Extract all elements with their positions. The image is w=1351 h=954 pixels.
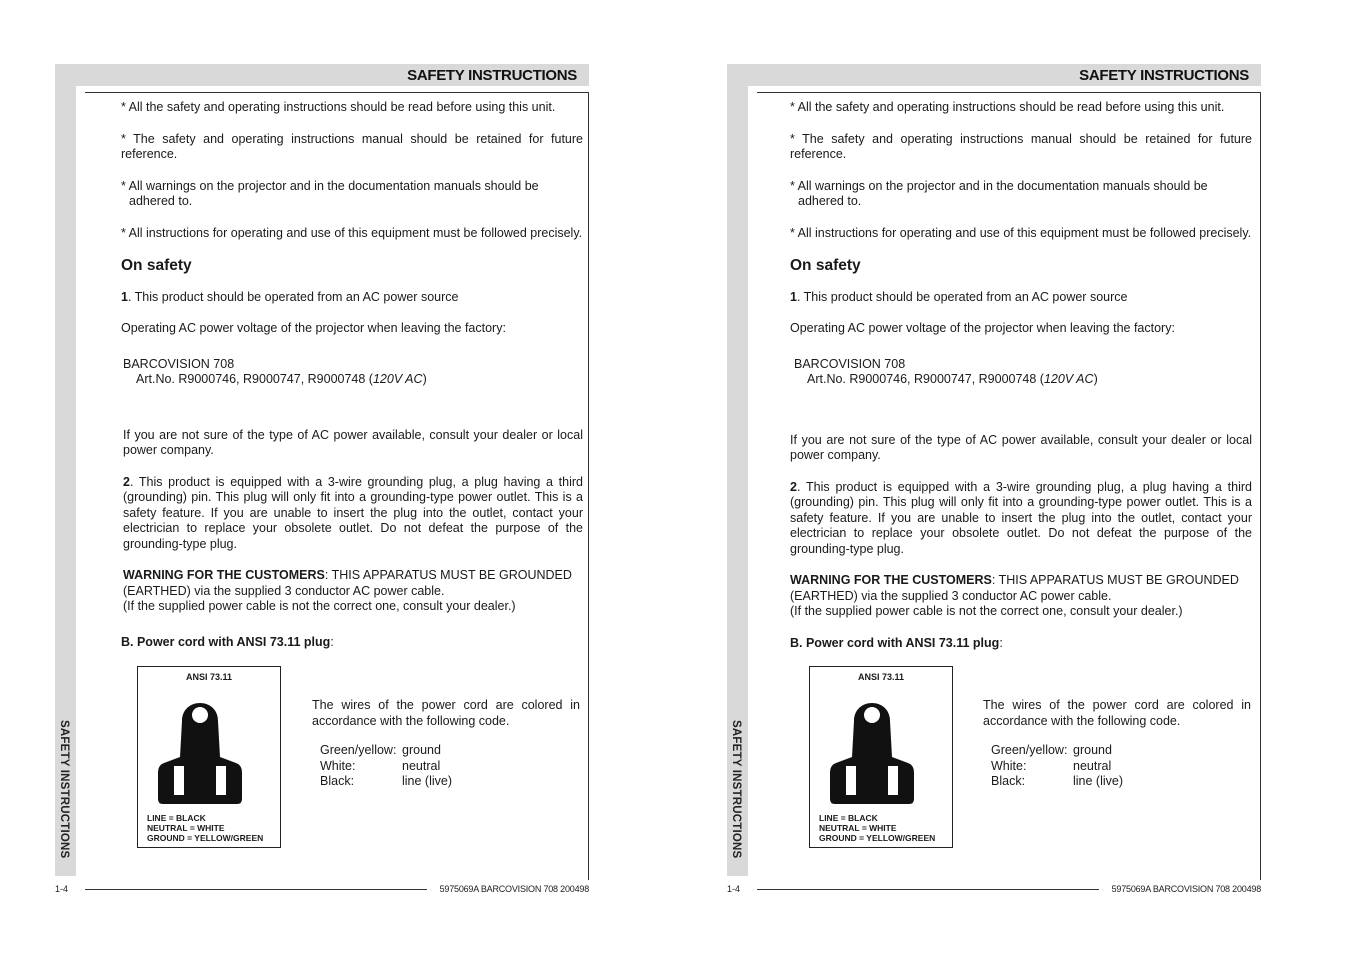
article-numbers <box>790 372 1252 388</box>
art-prefix: Art.No. R9000746, R9000747, R9000748 ( <box>807 372 1044 386</box>
paragraph-follow-instructions: * All instructions for operating and use of this equipment must be followed precisely. <box>790 225 1252 240</box>
wires-intro: The wires of the power cord are colored in accordance with the following code. <box>983 698 1251 728</box>
cable-note: (If the supplied power cable is not the correct one, consult your dealer.) <box>790 604 1183 618</box>
paragraph-adhere-warnings: * All warnings on the projector and in the documentation manuals should be adhered to. <box>790 178 1208 208</box>
warning-label: WARNING FOR THE CUSTOMERS <box>123 568 325 582</box>
page-right <box>672 0 1344 954</box>
on-safety-heading: On safety <box>121 257 192 274</box>
plug-diagram <box>137 666 281 848</box>
wire-color: Green/yellow: <box>320 743 397 757</box>
warning-paragraph <box>123 568 583 599</box>
wire-table <box>320 743 452 790</box>
page-content <box>121 100 583 851</box>
frame-top-rule <box>757 92 1261 93</box>
item-1-number: 1 <box>790 289 797 304</box>
plug-legend-line: LINE = BLACK <box>819 813 878 823</box>
wire-color: White: <box>320 758 356 773</box>
plug-legend-neutral: NEUTRAL = WHITE <box>819 823 897 833</box>
paragraph-follow-instructions: * All instructions for operating and use of this equipment must be followed precisely. <box>121 225 583 240</box>
wire-table <box>991 743 1123 790</box>
wire-color-code <box>983 698 1251 790</box>
plug-legend-ground: GROUND = YELLOW/GREEN <box>819 833 936 843</box>
wires-intro: The wires of the power cord are colored in accordance with the following code. <box>312 698 580 728</box>
warning-text: : THIS APPARATUS MUST BE GROUNDED (EARTHED) via the supplied 3 conductor AC power cable. <box>790 573 1239 603</box>
item-2 <box>790 480 1252 558</box>
wire-color: Green/yellow: <box>991 743 1068 757</box>
footer-page-number: 1-4 <box>55 884 69 894</box>
footer-rule <box>85 889 427 890</box>
plug-figure-row <box>121 666 583 851</box>
wire-row <box>320 774 452 790</box>
wire-function: neutral <box>402 758 441 773</box>
paragraph-read-instructions: * All the safety and operating instructions should be read before using this unit. <box>121 100 556 114</box>
section-b-label: B. Power cord with ANSI 73.11 plug <box>121 634 331 649</box>
paragraph-retain-manual: * The safety and operating instructions manual should be retained for future reference. <box>790 131 1252 161</box>
wire-row <box>991 774 1123 790</box>
art-voltage: 120V AC <box>1043 372 1094 386</box>
wire-color: Black: <box>991 774 1026 788</box>
voltage-text: Operating AC power voltage of the projector when leaving the factory: <box>121 321 506 335</box>
item-1-number: 1 <box>121 289 128 304</box>
section-b-colon: : <box>999 635 1003 650</box>
paragraph-adhere-warnings: * All warnings on the projector and in the documentation manuals should be adhered to. <box>121 178 539 208</box>
plug-title: ANSI 73.11 <box>857 672 905 682</box>
warning-paragraph <box>790 573 1252 604</box>
wire-row <box>991 743 1123 759</box>
header-title: SAFETY INSTRUCTIONS <box>407 67 577 84</box>
page-left <box>0 0 672 954</box>
header-title: SAFETY INSTRUCTIONS <box>1079 67 1249 84</box>
plug-figure-row <box>790 666 1252 851</box>
section-b-colon: : <box>330 634 334 649</box>
wire-row <box>320 743 452 759</box>
plug-diagram <box>809 666 953 848</box>
item-1 <box>121 290 583 306</box>
section-b-heading <box>790 636 1252 652</box>
paragraph-retain-manual: * The safety and operating instructions manual should be retained for future reference. <box>121 131 583 161</box>
frame-top-rule <box>85 92 589 93</box>
footer-rule <box>757 889 1099 890</box>
item-2-text: . This product is equipped with a 3-wire grounding plug, a plug having a third (grounding) pin. This plug will only fit into a grounding-type power outlet. This is a safety feature. If you are unable to insert the plug into the outlet, contact your electrician to replace your obsolete outlet. Do not defeat the purpose of the grounding-type plug. <box>790 479 1252 556</box>
art-suffix: ) <box>422 372 427 386</box>
unsure-power-text: If you are not sure of the type of AC power available, consult your dealer or local power company. <box>123 427 583 457</box>
footer-doc-id: 5975069A BARCOVISION 708 200498 <box>439 884 589 894</box>
item-2 <box>123 475 583 553</box>
side-label: SAFETY INSTRUCTIONS <box>730 720 742 859</box>
warning-label: WARNING FOR THE CUSTOMERS <box>790 573 992 587</box>
art-suffix: ) <box>1093 372 1098 386</box>
page-content <box>790 100 1252 851</box>
model-name: BARCOVISION 708 <box>794 356 906 371</box>
plug-title: ANSI 73.11 <box>185 672 233 682</box>
wire-color: Black: <box>320 774 355 788</box>
art-prefix: Art.No. R9000746, R9000747, R9000748 ( <box>136 372 373 386</box>
plug-legend-line: LINE = BLACK <box>147 813 206 823</box>
item-2-number: 2 <box>790 479 797 494</box>
frame-right-rule <box>1260 92 1261 880</box>
plug-legend-neutral: NEUTRAL = WHITE <box>147 823 225 833</box>
footer-page-number: 1-4 <box>727 884 741 894</box>
wire-function: line (live) <box>402 774 453 788</box>
on-safety-heading: On safety <box>790 257 861 274</box>
header-bar <box>727 64 1261 86</box>
wire-row <box>320 759 452 775</box>
plug-icon <box>828 691 916 805</box>
warning-text: : THIS APPARATUS MUST BE GROUNDED (EARTHED) via the supplied 3 conductor AC power cable. <box>123 568 572 598</box>
side-label: SAFETY INSTRUCTIONS <box>58 720 70 859</box>
art-voltage: 120V AC <box>372 372 423 386</box>
model-name: BARCOVISION 708 <box>123 356 235 371</box>
wire-function: line (live) <box>1073 774 1124 788</box>
wire-color: White: <box>991 758 1027 773</box>
section-b-label: B. Power cord with ANSI 73.11 plug <box>790 635 1000 650</box>
item-1 <box>790 290 1252 306</box>
wire-row <box>991 759 1123 775</box>
voltage-text: Operating AC power voltage of the projector when leaving the factory: <box>790 321 1175 335</box>
plug-legend-ground: GROUND = YELLOW/GREEN <box>147 833 264 843</box>
cable-note: (If the supplied power cable is not the correct one, consult your dealer.) <box>123 599 516 613</box>
plug-icon <box>156 691 244 805</box>
frame-right-rule <box>588 92 589 880</box>
item-2-text: . This product is equipped with a 3-wire grounding plug, a plug having a third (grounding) pin. This plug will only fit into a grounding-type power outlet. This is a safety feature. If you are unable to insert the plug into the outlet, contact your electrician to replace your obsolete outlet. Do not defeat the purpose of the grounding-type plug. <box>123 474 583 551</box>
section-b-heading <box>121 635 583 651</box>
wire-function: ground <box>402 743 441 757</box>
plug-legend <box>819 813 935 843</box>
wire-function: ground <box>1073 743 1112 757</box>
item-2-number: 2 <box>123 474 130 489</box>
header-bar <box>55 64 589 86</box>
item-1-text: . This product should be operated from an AC power source <box>127 289 459 304</box>
article-numbers <box>121 372 583 388</box>
item-1-text: . This product should be operated from an AC power source <box>796 289 1128 304</box>
wire-function: neutral <box>1073 758 1112 773</box>
wire-color-code <box>312 698 580 790</box>
unsure-power-text: If you are not sure of the type of AC power available, consult your dealer or local power company. <box>790 432 1252 462</box>
footer-doc-id: 5975069A BARCOVISION 708 200498 <box>1111 884 1261 894</box>
paragraph-read-instructions: * All the safety and operating instructions should be read before using this unit. <box>790 100 1225 114</box>
plug-legend <box>147 813 263 843</box>
